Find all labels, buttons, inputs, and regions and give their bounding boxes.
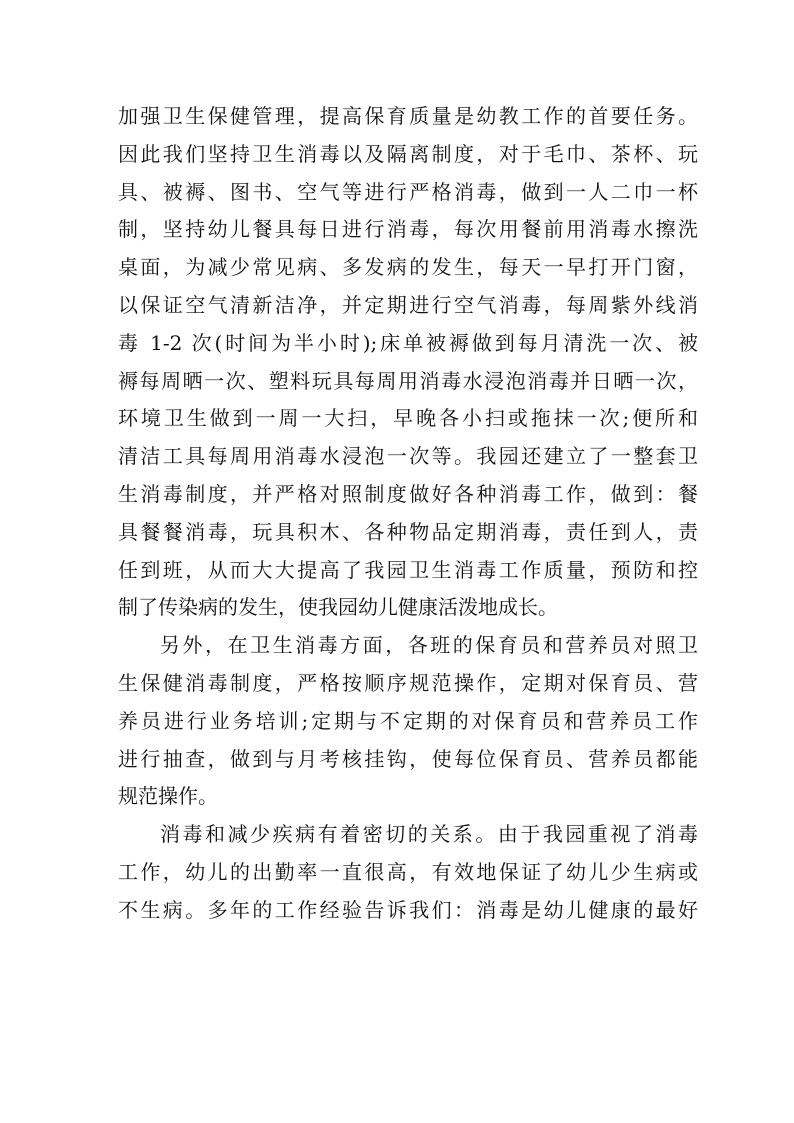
text-line: 养员进行业务培训;定期与不定期的对保育员和营养员工作 bbox=[118, 708, 698, 733]
text-line: 具餐餐消毒，玩具积木、各种物品定期消毒，责任到人，责 bbox=[118, 519, 698, 544]
text-line: 消毒和减少疾病有着密切的关系。由于我园重视了消毒 bbox=[160, 822, 698, 847]
paragraph-1 bbox=[118, 98, 698, 627]
text-line: 制了传染病的发生，使我园幼儿健康活泼地成长。 bbox=[118, 595, 558, 620]
text-line: 因此我们坚持卫生消毒以及隔离制度，对于毛巾、茶杯、玩 bbox=[118, 141, 698, 166]
paragraph-3 bbox=[118, 816, 698, 929]
text-line: 清洁工具每周用消毒水浸泡一次等。我园还建立了一整套卫 bbox=[118, 444, 698, 469]
text-line: 毒 1-2 次(时间为半小时);床单被褥做到每月清洗一次、被 bbox=[118, 330, 698, 355]
text-line: 另外，在卫生消毒方面，各班的保育员和营养员对照卫 bbox=[160, 633, 698, 658]
text-line: 以保证空气清新洁净，并定期进行空气消毒，每周紫外线消 bbox=[118, 292, 698, 317]
text-line: 进行抽查，做到与月考核挂钩，使每位保育员、营养员都能 bbox=[118, 746, 698, 771]
text-line: 加强卫生保健管理，提高保育质量是幼教工作的首要任务。 bbox=[118, 104, 698, 128]
body-text bbox=[118, 98, 698, 930]
text-line: 制，坚持幼儿餐具每日进行消毒，每次用餐前用消毒水擦洗 bbox=[118, 217, 698, 242]
text-line: 生消毒制度，并严格对照制度做好各种消毒工作，做到：餐 bbox=[118, 481, 698, 506]
text-line: 具、被褥、图书、空气等进行严格消毒，做到一人二巾一杯 bbox=[118, 179, 698, 204]
text-line: 任到班，从而大大提高了我园卫生消毒工作质量，预防和控 bbox=[118, 557, 698, 582]
text-line: 规范操作。 bbox=[118, 784, 218, 809]
text-line: 桌面，为减少常见病、多发病的发生，每天一早打开门窗， bbox=[118, 255, 698, 280]
text-line: 生保健消毒制度，严格按顺序规范操作，定期对保育员、营 bbox=[118, 670, 698, 695]
paragraph-2 bbox=[118, 627, 698, 816]
text-line: 工作，幼儿的出勤率一直很高，有效地保证了幼儿少生病或 bbox=[118, 859, 698, 884]
text-line: 不生病。多年的工作经验告诉我们：消毒是幼儿健康的最好 bbox=[118, 897, 698, 922]
text-line: 环境卫生做到一周一大扫，早晚各小扫或拖抹一次;便所和 bbox=[118, 406, 698, 431]
text-line: 褥每周晒一次、塑料玩具每周用消毒水浸泡消毒并日晒一次， bbox=[118, 368, 698, 393]
